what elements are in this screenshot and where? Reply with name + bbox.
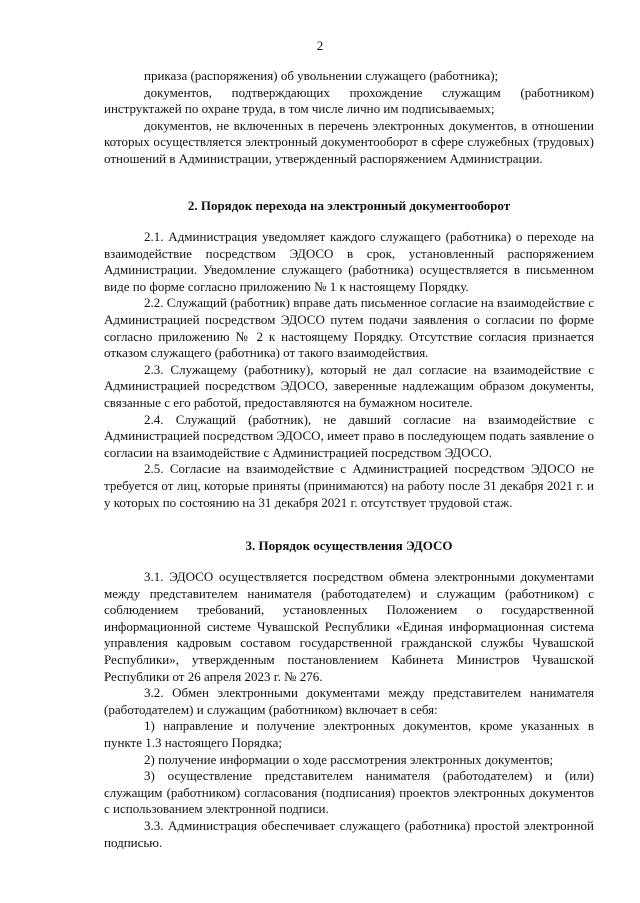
page-number: 2 [316,38,324,53]
intro-paragraph: документов, подтверждающих прохождение служащим (работником) инструктажей по охране труда, в том числе лично им подписываемых; [104,84,594,117]
intro-block [104,68,594,168]
section-3-list-item: 1) направление и получение электронных документов, кроме указанных в пункте 1.3 настоящего Порядка; [104,718,594,750]
section-2-paragraph: 2.4. Служащий (работник), не давший согласие на взаимодействие с Администрацией посредством ЭДОСО, имеет право в последующем подать заявление о согласии на взаимодействие с Администрацией посредством ЭДОСО. [104,411,594,460]
section-3-list-item: 3) осуществление представителем нанимателя (работодателем) и (или) служащим (работником) согласования (подписания) проектов электронных документов с использованием электронной подписи. [104,768,594,817]
section-3-paragraph: 3.2. Обмен электронными документами между представителем нанимателя (работодателем) и служащим (работником) включает в себя: [104,685,594,717]
section-3-body [104,569,594,851]
section-2-heading: 2. Порядок перехода на электронный документооборот [187,198,511,213]
section-2-paragraph: 2.1. Администрация уведомляет каждого служащего (работника) о переходе на взаимодействие посредством ЭДОСО в срок, установленный распоряжением Администрации. Уведомление служащего (работника) осуществляется в письменном виде по форме согласно приложению № 1 к настоящему Порядку. [104,229,594,294]
section-2-body [104,229,594,511]
intro-paragraph: приказа (распоряжения) об увольнении служащего (работника); [144,68,499,83]
section-3-paragraph: 3.1. ЭДОСО осуществляется посредством обмена электронными документами между представителем нанимателя (работодателем) и служащим (работником) с соблюдением требований, установленных Положением о государственной информационной системе Чувашской Республики «Единая информационная система управления кадровым составом государственной гражданской службы Чувашской Республики», утвержденным постановлением Кабинета Министров Чувашской Республики от 26 апреля 2023 г. № 276. [104,569,594,684]
intro-paragraph: документов, не включенных в перечень электронных документов, в отношении которых осуществляется электронный документооборот в сфере служебных (трудовых) отношений в Администрации, утвержденный распоряжением Администрации. [104,117,594,166]
section-3-paragraph: 3.3. Администрация обеспечивает служащего (работника) простой электронной подписью. [104,817,594,850]
section-2-paragraph: 2.2. Служащий (работник) вправе дать письменное согласие на взаимодействие с Администрацией посредством ЭДОСО путем подачи заявления о согласии по форме согласно приложению № 2 к настоящему Порядку. Отсутствие согласия признается отказом служащего (работника) от такого взаимодействия. [104,295,594,361]
section-2-paragraph: 2.3. Служащему (работнику), который не дал согласие на взаимодействие с Администрацией посредством ЭДОСО, заверенные надлежащим образом документы, связанные с его работой, предоставляются на бумажном носителе. [104,361,594,410]
section-2-paragraph: 2.5. Согласие на взаимодействие с Администрацией посредством ЭДОСО не требуется от лиц, которые приняты (принимаются) на работу после 31 декабря 2021 г. и у которых по состоянию на 31 декабря 2021 г. отсутствует трудовой стаж. [104,461,594,510]
section-3-heading: 3. Порядок осуществления ЭДОСО [245,538,453,553]
section-3-list-item: 2) получение информации о ходе рассмотрения электронных документов; [144,751,554,767]
